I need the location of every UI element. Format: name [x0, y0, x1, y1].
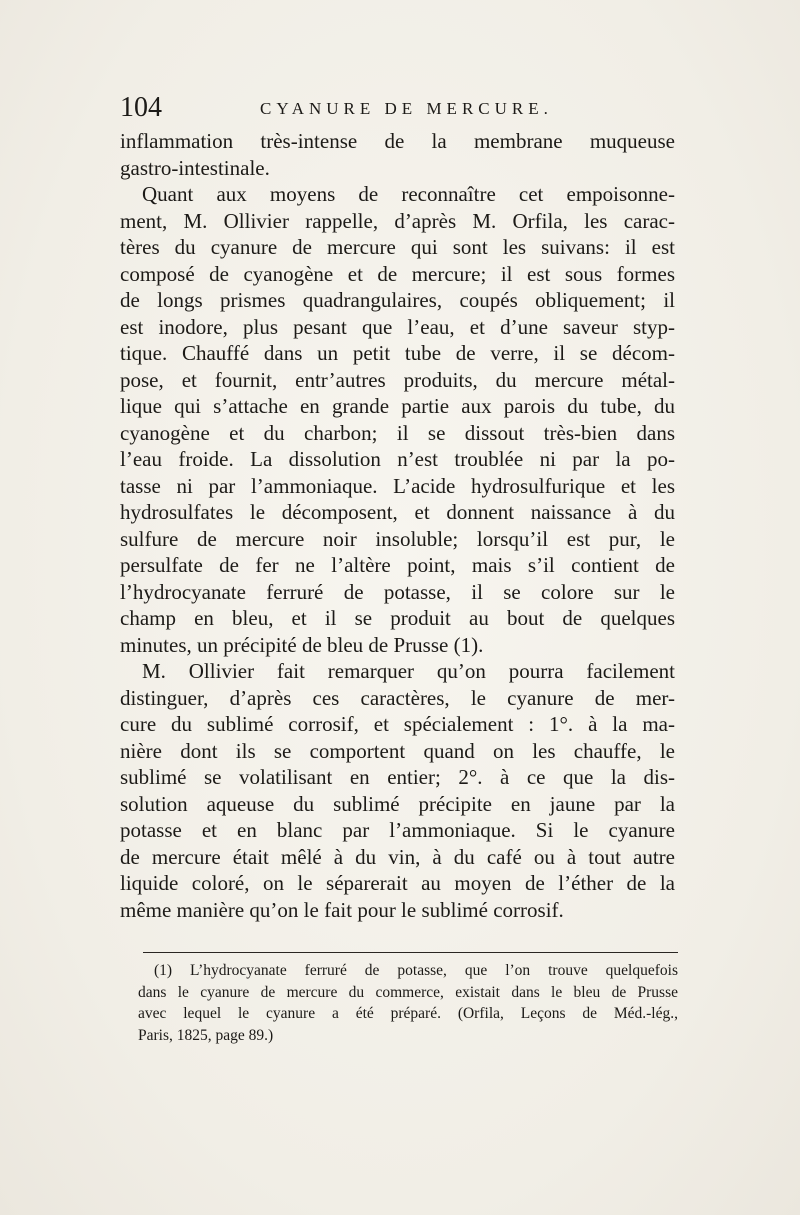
body-text: [120, 128, 675, 923]
running-title: CYANURE DE MERCURE.: [260, 99, 553, 118]
text-line: de longs prismes quadrangulaires, coupés obliquement; il: [120, 288, 675, 312]
footnote-line: (1) L’hydrocyanate ferruré de potasse, que l’on trouve quelquefois: [154, 962, 678, 979]
text-line: lique qui s’attache en grande partie aux parois du tube, du: [120, 394, 675, 418]
text-line: inflammation très-intense de la membrane muqueuse: [120, 129, 675, 153]
text-line: l’eau froide. La dissolution n’est troublée ni par la po-: [120, 447, 675, 471]
text-line: même manière qu’on le fait pour le sublimé corrosif.: [120, 897, 564, 922]
running-head: [120, 92, 680, 124]
text-line: gastro-intestinale.: [120, 155, 270, 180]
text-line: tasse ni par l’ammoniaque. L’acide hydrosulfurique et les: [120, 473, 675, 498]
text-line: cure du sublimé corrosif, et spécialement : 1°. à la ma-: [120, 712, 675, 736]
text-line: potasse et en blanc par l’ammoniaque. Si le cyanure: [120, 818, 675, 842]
text-line: est inodore, plus pesant que l’eau, et d’une saveur styp-: [120, 314, 675, 339]
text-line: de mercure était mêlé à du vin, à du café ou à tout autre: [120, 844, 675, 869]
text-line: composé de cyanogène et de mercure; il est sous formes: [120, 261, 675, 286]
text-line: minutes, un précipité de bleu de Prusse (1).: [120, 632, 484, 657]
text-line: l’hydrocyanate ferruré de potasse, il se colore sur le: [120, 579, 675, 604]
text-line: sulfure de mercure noir insoluble; lorsqu’il est pur, le: [120, 526, 675, 551]
text-line: nière dont ils se comportent quand on les chauffe, le: [120, 738, 675, 763]
footnote-divider: [143, 952, 678, 953]
text-line: ment, M. Ollivier rappelle, d’après M. Orfila, les carac-: [120, 208, 675, 233]
text-line: tique. Chauffé dans un petit tube de verre, il se décom-: [120, 341, 675, 365]
text-line: cyanogène et du charbon; il se dissout très-bien dans: [120, 420, 675, 445]
text-line: sublimé se volatilisant en entier; 2°. à ce que la dis-: [120, 765, 675, 789]
footnote-line: dans le cyanure de mercure du commerce, existait dans le bleu de Prusse: [138, 983, 678, 1001]
footnote: [138, 960, 678, 1046]
text-line: persulfate de fer ne l’altère point, mais s’il contient de: [120, 553, 675, 577]
text-line: M. Ollivier fait remarquer qu’on pourra facilement: [142, 659, 675, 683]
text-line: champ en bleu, et il se produit au bout de quelques: [120, 606, 675, 630]
text-line: liquide coloré, on le séparerait au moyen de l’éther de la: [120, 871, 675, 895]
footnote-line: avec lequel le cyanure a été préparé. (Orfila, Leçons de Méd.-lég.,: [138, 1005, 678, 1022]
text-line: distinguer, d’après ces caractères, le cyanure de mer-: [120, 685, 675, 710]
footnote-line: Paris, 1825, page 89.): [138, 1026, 274, 1044]
text-line: solution aqueuse du sublimé précipite en jaune par la: [120, 791, 675, 816]
page-number: 104: [120, 92, 162, 123]
text-line: pose, et fournit, entr’autres produits, du mercure métal-: [120, 367, 675, 392]
text-line: Quant aux moyens de reconnaître cet empoisonne-: [142, 182, 675, 206]
text-line: tères du cyanure de mercure qui sont les suivans: il est: [120, 235, 675, 259]
text-line: hydrosulfates le décomposent, et donnent naissance à du: [120, 500, 675, 524]
